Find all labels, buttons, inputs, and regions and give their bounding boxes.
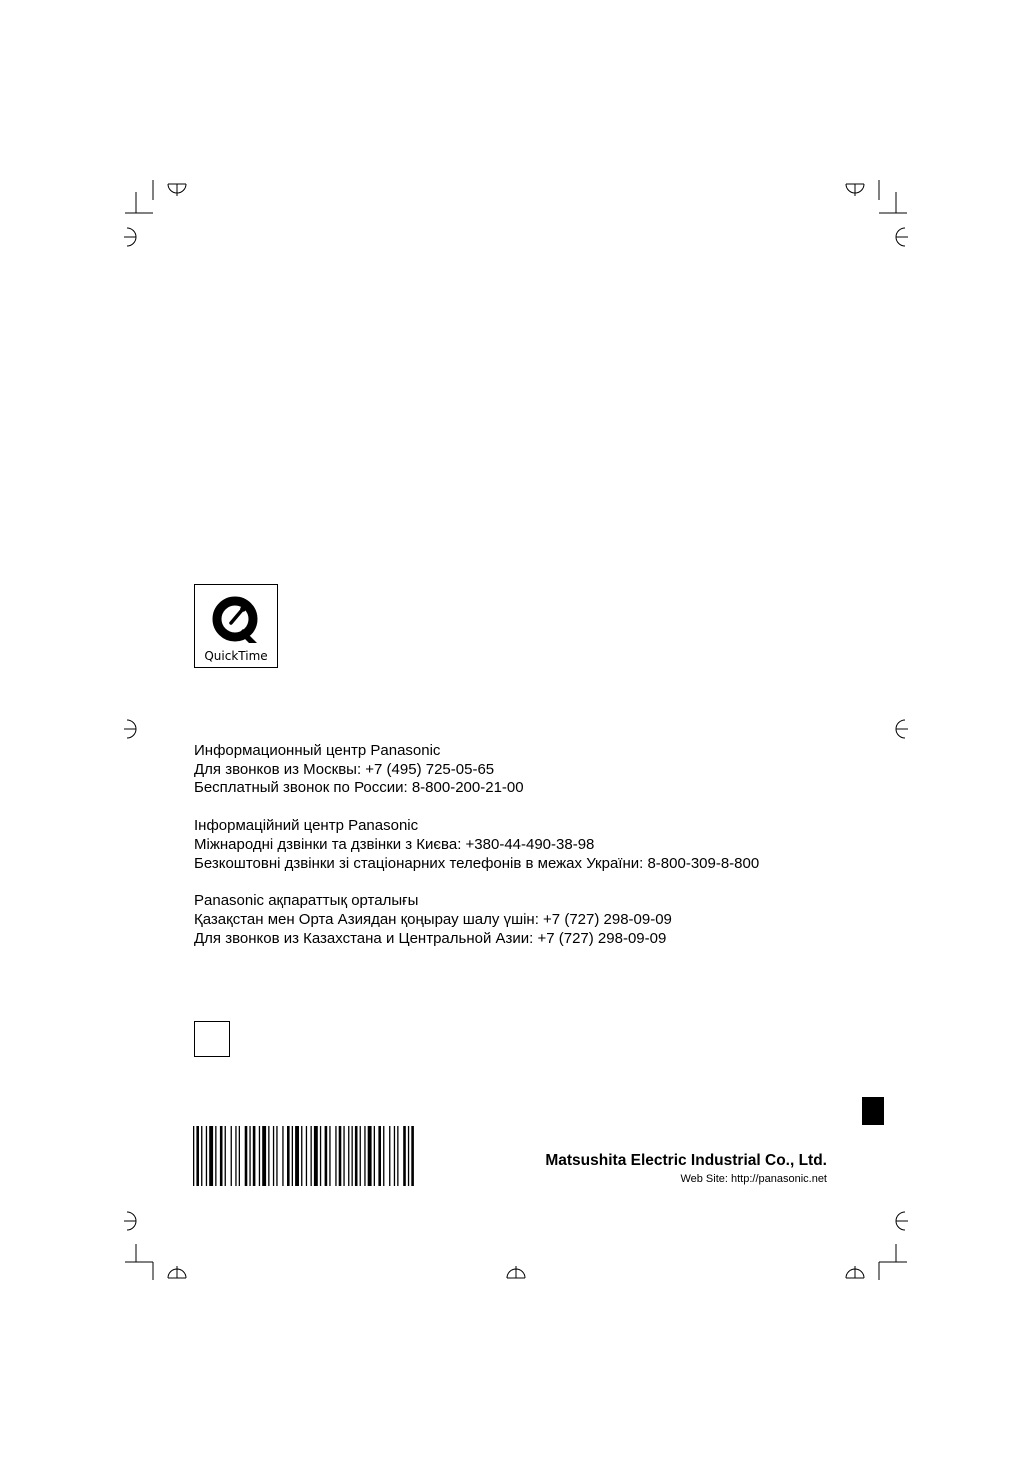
barcode-bar: [301, 1126, 302, 1186]
barcode-bar: [368, 1126, 372, 1186]
barcode-bar: [295, 1126, 299, 1186]
contact-block-russia: [194, 742, 894, 798]
barcode: [193, 1126, 415, 1186]
barcode-bar: [206, 1126, 207, 1186]
contact-line: Panasonic ақпараттық орталығы: [194, 892, 419, 910]
barcode-bar: [196, 1126, 199, 1186]
barcode-bar: [259, 1126, 260, 1186]
barcode-bar: [364, 1126, 365, 1186]
barcode-bar: [239, 1126, 240, 1186]
contact-line: Для звонков из Казахстана и Центральной Азии: +7 (727) 298-09-09: [194, 929, 667, 947]
empty-box: [194, 1021, 230, 1057]
barcode-bar: [374, 1126, 375, 1186]
barcode-bar: [325, 1126, 328, 1186]
barcode-bar: [355, 1126, 358, 1186]
barcode-bar: [262, 1126, 266, 1186]
contact-line: Бесплатный звонок по России: 8-800-200-21-00: [194, 779, 524, 797]
barcode-bar: [378, 1126, 381, 1186]
contact-line: Міжнародні дзвінки та дзвінки з Києва: +380-44-490-38-98: [194, 835, 595, 853]
barcode-bar: [383, 1126, 384, 1186]
barcode-bar: [311, 1126, 312, 1186]
barcode-bar: [253, 1126, 256, 1186]
barcode-bar: [209, 1126, 213, 1186]
barcode-bar: [411, 1126, 414, 1186]
barcode-bar: [235, 1126, 236, 1186]
barcode-bar: [292, 1126, 293, 1186]
contact-line: Інформаційний центр Panasonic: [194, 817, 419, 835]
barcode-bar: [329, 1126, 330, 1186]
company-info: [545, 1151, 827, 1187]
barcode-bar: [245, 1126, 248, 1186]
barcode-bar: [403, 1126, 406, 1186]
contact-line: Для звонков из Москвы: +7 (495) 725-05-65: [194, 760, 495, 778]
barcode-bar: [231, 1126, 232, 1186]
barcode-bar: [348, 1126, 349, 1186]
barcode-bar: [360, 1126, 361, 1186]
barcode-bar: [339, 1126, 342, 1186]
barcode-bar: [215, 1126, 216, 1186]
barcode-bar: [397, 1126, 398, 1186]
barcode-bar: [193, 1126, 194, 1186]
black-tab-mark: [862, 1097, 884, 1125]
company-website: Web Site: http://panasonic.net: [680, 1173, 827, 1185]
barcode-bar: [287, 1126, 290, 1186]
quicktime-icon: [209, 593, 265, 649]
barcode-bar: [220, 1126, 223, 1186]
barcode-bar: [408, 1126, 409, 1186]
quicktime-label: QuickTime: [204, 649, 268, 663]
barcode-bar: [306, 1126, 307, 1186]
barcode-bar: [276, 1126, 277, 1186]
contact-line: Информационный центр Panasonic: [194, 742, 441, 759]
contact-line: Қазақстан мен Орта Азиядан қоңырау шалу үшін: +7 (727) 298-09-09: [194, 910, 672, 928]
barcode-bar: [335, 1126, 336, 1186]
barcode-bar: [249, 1126, 250, 1186]
barcode-bar: [268, 1126, 269, 1186]
contact-block-kazakhstan: [194, 892, 894, 948]
barcode-bar: [394, 1126, 395, 1186]
barcode-bar: [320, 1126, 321, 1186]
barcode-bar: [343, 1126, 344, 1186]
contact-line: Безкоштовні дзвінки зі стаціонарних телефонів в межах України: 8-800-309-8-800: [194, 854, 760, 872]
barcode-bar: [201, 1126, 202, 1186]
barcode-bar: [389, 1126, 390, 1186]
barcode-bar: [314, 1126, 318, 1186]
barcode-bar: [273, 1126, 274, 1186]
quicktime-logo: [194, 584, 278, 668]
barcode-bar: [282, 1126, 283, 1186]
company-name: Matsushita Electric Industrial Co., Ltd.: [545, 1152, 827, 1169]
contact-block-ukraine: [194, 817, 894, 873]
contact-info: [194, 742, 894, 967]
barcode-bar: [352, 1126, 353, 1186]
barcode-bar: [225, 1126, 226, 1186]
